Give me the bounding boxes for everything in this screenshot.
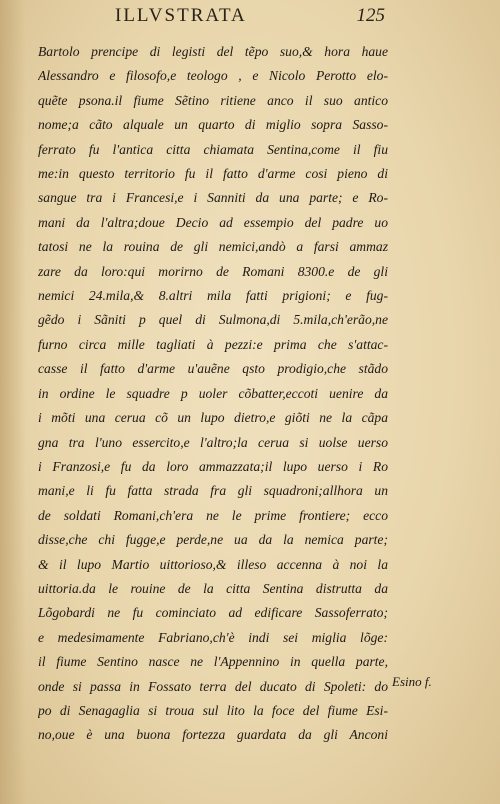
text-line: mani da l'altra;doue Decio ad essempio del padre uo — [38, 214, 388, 230]
text-line: mani,e li fu fatta strada fra gli squadroni;allhora un — [38, 483, 388, 499]
text-line: i Franzosi,e fu da loro ammazzata;il lupo uerso i Ro — [38, 458, 388, 474]
text-line: nome;a cãto alquale un quarto di miglio sopra Sasso- — [38, 117, 388, 133]
text-line: po di Senagaglia si troua sul lito la foce del fiume Esi- — [38, 702, 388, 718]
margin-note: Esino f. — [392, 674, 432, 689]
text-line: nemici 24.mila,& 8.altri mila fatti prigioni; e fug- — [38, 288, 388, 304]
running-title: ILLVSTRATA — [115, 5, 247, 26]
text-line: ferrato fu l'antica citta chiamata Sentina,come il fiu — [38, 141, 388, 157]
body-text — [38, 40, 388, 748]
page-number: 125 — [356, 5, 385, 26]
text-line: quẽte psona.il fiume Sẽtino ritiene anco il suo antico — [38, 92, 388, 108]
text-line: in ordine le squadre p uoler cõbatter,eccoti uenire da — [38, 385, 388, 401]
text-line: i mõti una cerua cõ un lupo dietro,e giõti ne la cãpa — [38, 410, 388, 426]
text-line: furno circa mille tagliati à pezzi:e prima che s'attac- — [38, 336, 388, 352]
text-line: e medesimamente Fabriano,ch'è indi sei miglia lõge: — [38, 629, 388, 645]
text-line: sangue tra i Francesi,e i Sanniti da una parte; e Ro- — [38, 190, 388, 206]
text-line: onde si passa in Fossato terra del ducato di Spoleti: do — [38, 678, 388, 694]
running-header — [115, 2, 385, 30]
text-line: gna tra l'uno essercito,e l'altro;la cerua si uolse uerso — [38, 434, 388, 450]
text-line: disse,che chi fugge,e perde,ne ua da la nemica parte; — [38, 532, 388, 548]
text-line: zare da loro:qui morirno de Romani 8300.e de gli — [38, 263, 388, 279]
text-line: & il lupo Martio uittorioso,& illeso accenna à noi la — [38, 556, 388, 572]
text-line: me:in questo territorio fu il fatto d'arme cosi pieno di — [38, 166, 388, 182]
text-line: il fiume Sentino nasce ne l'Appennino in quella parte, — [38, 654, 388, 670]
text-line: de soldati Romani,ch'era ne le prime frontiere; ecco — [38, 507, 388, 523]
text-line: no,oue è una buona fortezza guardata da gli Anconi — [38, 727, 388, 743]
text-line: Alessandro e filosofo,e teologo , e Nicolo Perotto elo- — [38, 68, 388, 84]
text-line: casse il fatto d'arme u'auẽne qsto prodigio,che stãdo — [38, 361, 388, 377]
page-gutter-shadow — [0, 0, 26, 804]
text-line: tatosi ne la rouina de gli nemici,andò a farsi ammaz — [38, 239, 388, 255]
text-line: Bartolo prencipe di legisti del tẽpo suo,& hora haue — [38, 44, 388, 59]
text-line: Lõgobardi ne fu cominciato ad edificare Sassoferrato; — [38, 605, 388, 621]
text-line: uittoria.da le rouine de la citta Sentina distrutta da — [38, 580, 388, 596]
text-line: gẽdo i Sãniti p quel di Sulmona,di 5.mila,ch'erão,ne — [38, 312, 388, 328]
